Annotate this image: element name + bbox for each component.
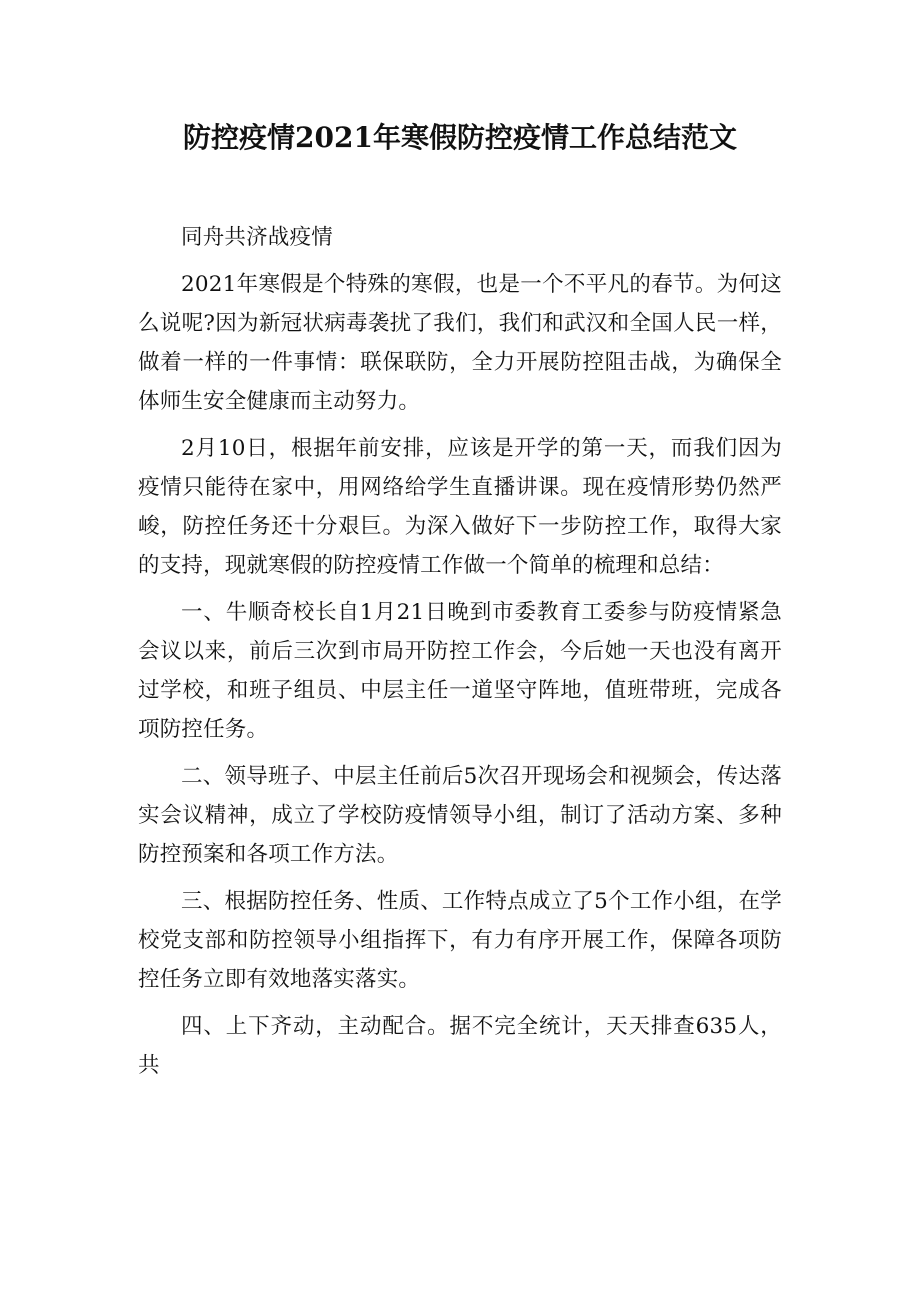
paragraph-6: 四、上下齐动，主动配合。据不完全统计，天天排查635人，共 [138, 1014, 782, 1078]
paragraph-5: 三、根据防控任务、性质、工作特点成立了5个工作小组，在学校党支部和防控领导小组指挥下，有力有序开展工作，保障各项防控任务立即有效地落实落实。 [138, 889, 782, 992]
paragraph-1: 2021年寒假是个特殊的寒假，也是一个不平凡的春节。为何这么说呢?因为新冠状病毒袭扰了我们，我们和武汉和全国人民一样，做着一样的一件事情：联保联防，全力开展防控阻击战，为确保全体师生安全健康而主动努力。 [138, 272, 782, 414]
paragraph-2: 2月10日，根据年前安排，应该是开学的第一天，而我们因为疫情只能待在家中，用网络给学生直播讲课。现在疫情形势仍然严峻，防控任务还十分艰巨。为深入做好下一步防控工作，取得大家的支持，现就寒假的防控疫情工作做一个简单的梳理和总结： [138, 436, 782, 578]
paragraph-3: 一、牛顺奇校长自1月21日晚到市委教育工委参与防疫情紧急会议以来，前后三次到市局开防控工作会，今后她一天也没有离开过学校，和班子组员、中层主任一道坚守阵地，值班带班，完成各项防控任务。 [138, 600, 782, 742]
document-subtitle: 同舟共济战疫情 [181, 225, 333, 250]
document-title: 防控疫情2021年寒假防控疫情工作总结范文 [183, 121, 737, 154]
paragraph-4: 二、领导班子、中层主任前后5次召开现场会和视频会，传达落实会议精神，成立了学校防疫情领导小组，制订了活动方案、多种防控预案和各项工作方法。 [138, 764, 782, 867]
document-body [138, 218, 782, 1093]
